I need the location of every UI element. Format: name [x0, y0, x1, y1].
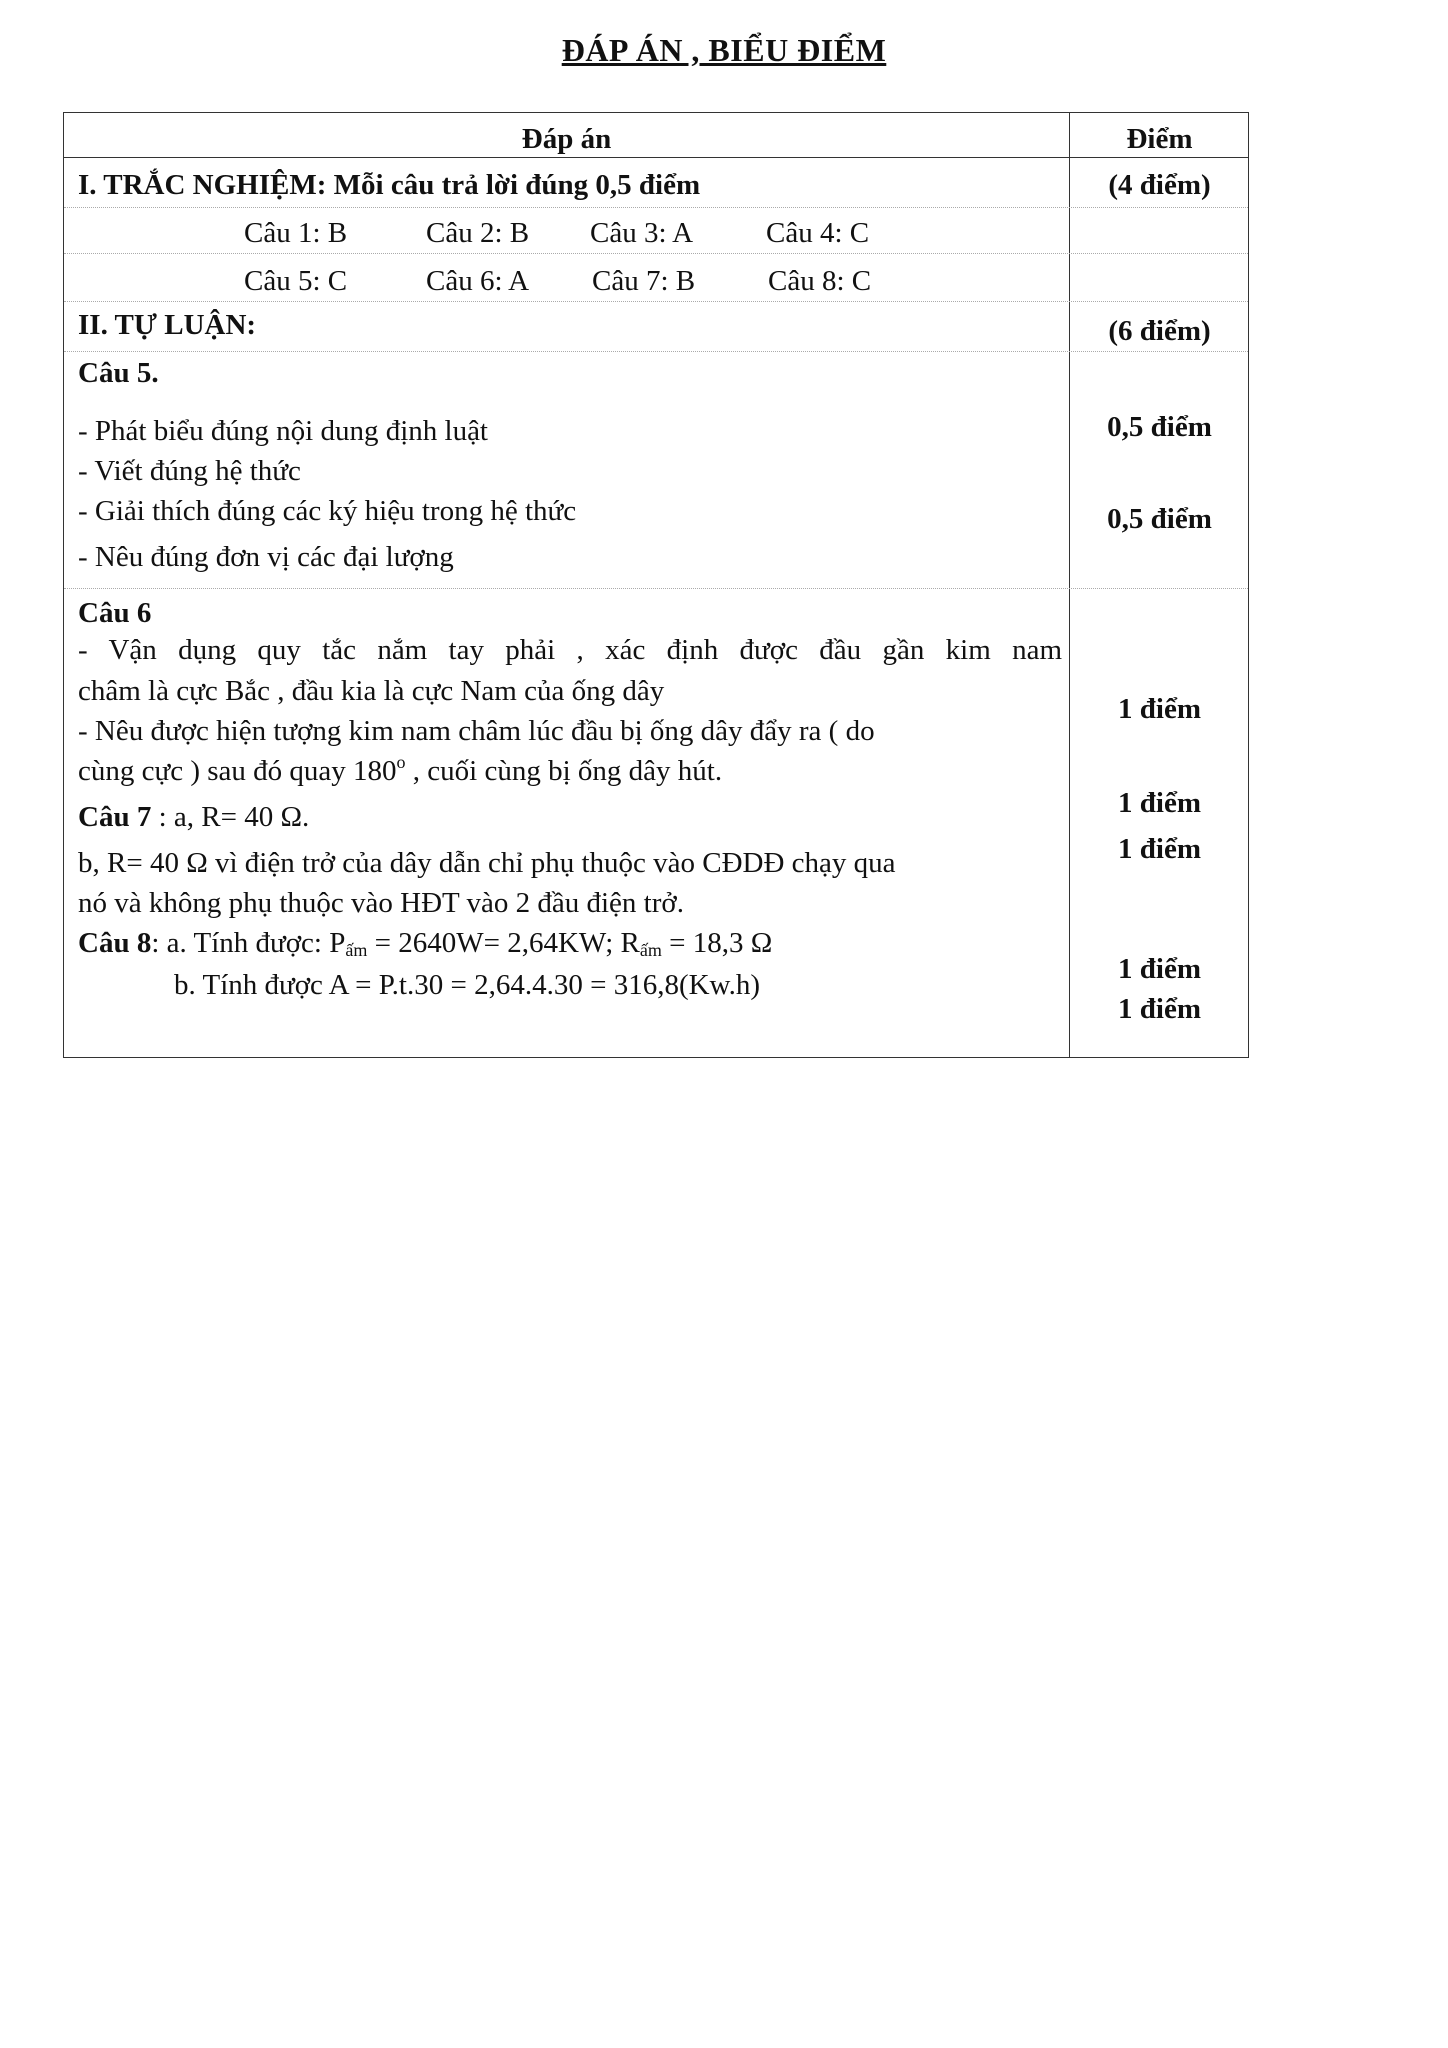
q8-a-mid: = 2640W= 2,64KW; R — [367, 927, 640, 959]
q6-line-3: - Nêu được hiện tượng kim nam châm lúc đầu bị ống dây đẩy ra ( do — [78, 715, 875, 747]
q8-line-a — [78, 929, 772, 958]
q8-points-2: 1 điểm — [1118, 993, 1201, 1025]
q8-a-end: = 18,3 Ω — [661, 927, 773, 959]
q6-line-4a: cùng cực ) sau đó quay 180 — [78, 755, 397, 787]
mc-answer-7: Câu 7: B — [592, 265, 696, 297]
q6-points: 1 điểm — [1118, 693, 1201, 725]
degree-sup: o — [396, 752, 406, 772]
row-divider — [64, 588, 1248, 589]
section1-points: (4 điểm) — [1108, 169, 1211, 201]
q8-sub-2: ấm — [639, 940, 662, 960]
q5-line-3: - Giải thích đúng các ký hiệu trong hệ thức — [78, 495, 577, 527]
row-divider — [64, 207, 1248, 208]
section1-desc: Mỗi câu trả lời đúng 0,5 điểm — [326, 169, 701, 201]
q5-line-4: - Nêu đúng đơn vị các đại lượng — [78, 541, 454, 573]
mc-answer-5: Câu 5: C — [244, 265, 348, 297]
document-title: ĐÁP ÁN , BIỂU ĐIỂM — [561, 32, 887, 68]
q8-label: Câu 8 — [78, 927, 152, 959]
row-divider — [64, 351, 1248, 352]
q6-line-4 — [78, 752, 723, 787]
header-points: Điểm — [1126, 123, 1193, 155]
row-divider — [64, 253, 1248, 254]
q5-line-2: - Viết đúng hệ thức — [78, 455, 301, 487]
q8-a-pre: : a. Tính được: P — [151, 927, 346, 959]
q6-line-2: châm là cực Bắc , đầu kia là cực Nam của ống dây — [78, 675, 665, 707]
mc-answer-8: Câu 8: C — [768, 265, 872, 297]
section1-heading — [78, 171, 700, 200]
q5-points-1: 0,5 điểm — [1107, 411, 1212, 443]
q6-line-1: - Vận dụng quy tắc nắm tay phải , xác định được đầu gần kim nam — [78, 634, 1062, 666]
mc-answer-1: Câu 1: B — [244, 217, 348, 249]
q7-part-a: : a, R= 40 Ω. — [151, 801, 310, 833]
q7-line-2: b, R= 40 Ω vì điện trở của dây dẫn chỉ phụ thuộc vào CĐDĐ chạy qua — [78, 847, 896, 879]
q5-points-2: 0,5 điểm — [1107, 503, 1212, 535]
q6-label: Câu 6 — [78, 597, 152, 629]
section2-heading: II. TỰ LUẬN: — [78, 309, 257, 341]
q8-sub-1: ấm — [345, 940, 368, 960]
header-divider — [64, 157, 1248, 158]
mc-answer-6: Câu 6: A — [426, 265, 530, 297]
header-answer: Đáp án — [521, 123, 612, 155]
column-divider — [1069, 113, 1070, 1057]
q7-points-2: 1 điểm — [1118, 833, 1201, 865]
q7-points-1: 1 điểm — [1118, 787, 1201, 819]
q7-line-3: nó và không phụ thuộc vào HĐT vào 2 đầu điện trở. — [78, 887, 684, 919]
q7-line-1 — [78, 803, 309, 832]
section2-points: (6 điểm) — [1108, 315, 1211, 347]
section1-label: I. TRẮC NGHIỆM: — [78, 169, 327, 201]
q6-line-4b: , cuối cùng bị ống dây hút. — [405, 755, 723, 787]
mc-answer-4: Câu 4: C — [766, 217, 870, 249]
q8-points-1: 1 điểm — [1118, 953, 1201, 985]
answer-table — [63, 112, 1249, 1058]
q8-line-b: b. Tính được A = P.t.30 = 2,64.4.30 = 316,8(Kw.h) — [174, 969, 761, 1001]
q5-line-1: - Phát biểu đúng nội dung định luật — [78, 415, 488, 447]
row-divider — [64, 301, 1248, 302]
mc-answer-3: Câu 3: A — [590, 217, 694, 249]
mc-answer-2: Câu 2: B — [426, 217, 530, 249]
q7-label: Câu 7 — [78, 801, 152, 833]
q5-label: Câu 5. — [78, 357, 159, 389]
